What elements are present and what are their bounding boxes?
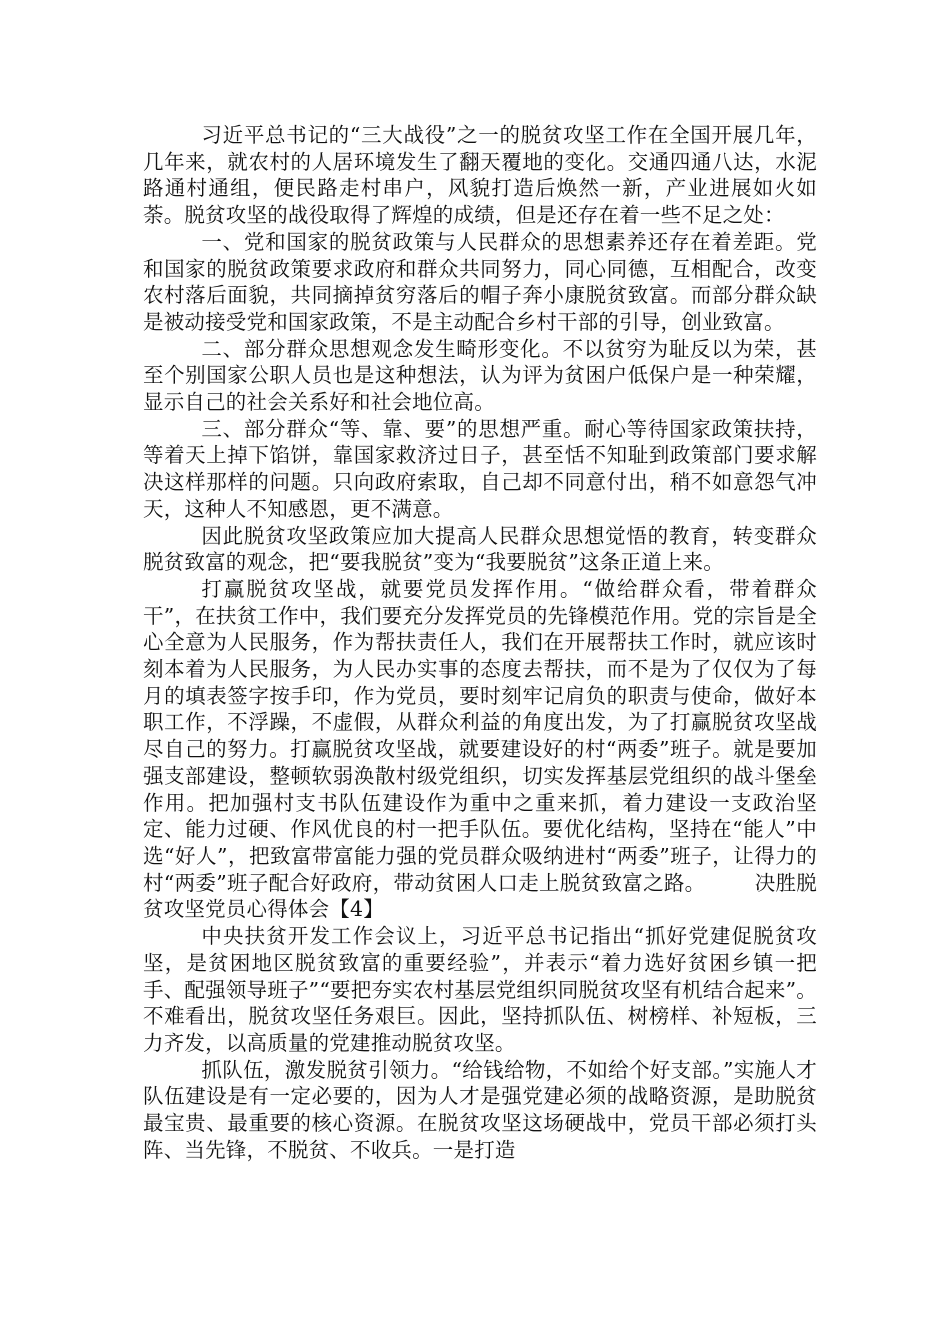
paragraph-party-role — [143, 576, 817, 923]
document-body — [143, 122, 817, 1163]
paragraph-point-three: 三、部分群众“等、靠、要”的思想严重。耐心等待国家政策扶持，等着天上掉下馅饼，靠国家救济过日子，甚至恬不知耻到政策部门要求解决这样那样的问题。只向政府索取，自己却不同意付出，稍不如意怨气冲天，这种人不知感恩，更不满意。 — [143, 416, 817, 521]
paragraph-point-two: 二、部分群众思想观念发生畸形变化。不以贫穷为耻反以为荣，甚至个别国家公职人员也是这种想法，认为评为贫困户低保户是一种荣耀，显示自己的社会关系好和社会地位高。 — [143, 336, 817, 415]
paragraph-central-meeting: 中央扶贫开发工作会议上，习近平总书记指出“抓好党建促脱贫攻坚，是贫困地区脱贫致富的重要经验”，并表示“着力选好贫困乡镇一把手、配强领导班子”“要把夯实农村基层党组织同脱贫攻坚有机结合起来”。不难看出，脱贫攻坚任务艰巨。因此，坚持抓队伍、树榜样、补短板，三力齐发，以高质量的党建推动脱贫攻坚。 — [143, 924, 817, 1055]
paragraph-party-role-text: 打赢脱贫攻坚战，就要党员发挥作用。“做给群众看，带着群众干”，在扶贫工作中，我们要充分发挥党员的先锋模范作用。党的宗旨是全心全意为人民服务，作为帮扶责任人，我们在开展帮扶工作时，就应该时刻本着为人民服务，为人民办实事的态度去帮扶，而不是为了仅仅为了每月的填表签字按手印，作为党员，要时刻牢记肩负的职责与使命，做好本职工作，不浮躁，不虚假，从群众利益的角度出发，为了打赢脱贫攻坚战尽自己的努力。打赢脱贫攻坚战，就要建设好的村“两委”班子。就是要加强支部建设，整顿软弱涣散村级党组织，切实发挥基层党组织的战斗堡垒作用。把加强村支书队伍建设作为重中之重来抓，着力建设一支政治坚定、能力过硬、作风优良的村一把手队伍。要优化结构，坚持在“能人”中选“好人”，把致富带富能力强的党员群众吸纳进村“两委”班子，让得力的村“两委”班子配合好政府，带动贫困人口走上脱贫致富之路。 — [143, 576, 817, 895]
paragraph-intro: 习近平总书记的“三大战役”之一的脱贫攻坚工作在全国开展几年，几年来，就农村的人居环境发生了翻天覆地的变化。交通四通八达，水泥路通村通组，便民路走村串户，风貌打造后焕然一新，产业进展如火如荼。脱贫攻坚的战役取得了辉煌的成绩，但是还存在着一些不足之处： — [143, 123, 817, 228]
section-heading: 决胜脱贫攻坚党员心得体会【4】 — [143, 870, 817, 922]
paragraph-point-one: 一、党和国家的脱贫政策与人民群众的思想素养还存在着差距。党和国家的脱贫政策要求政府和群众共同努力，同心同德，互相配合，改变农村落后面貌，共同摘掉贫穷落后的帽子奔小康脱贫致富。而部分群众缺是被动接受党和国家政策，不是主动配合乡村干部的引导，创业致富。 — [143, 229, 817, 334]
paragraph-conclusion: 因此脱贫攻坚政策应加大提高人民群众思想觉悟的教育，转变群众脱贫致富的观念，把“要我脱贫”变为“我要脱贫”这条正道上来。 — [143, 523, 817, 575]
paragraph-team-building: 抓队伍，激发脱贫引领力。“给钱给物，不如给个好支部。”实施人才队伍建设是有一定必要的，因为人才是强党建必须的战略资源，是助脱贫最宝贵、最重要的核心资源。在脱贫攻坚这场硬战中，党员干部必须打头阵、当先锋，不脱贫、不收兵。一是打造 — [143, 1057, 817, 1162]
